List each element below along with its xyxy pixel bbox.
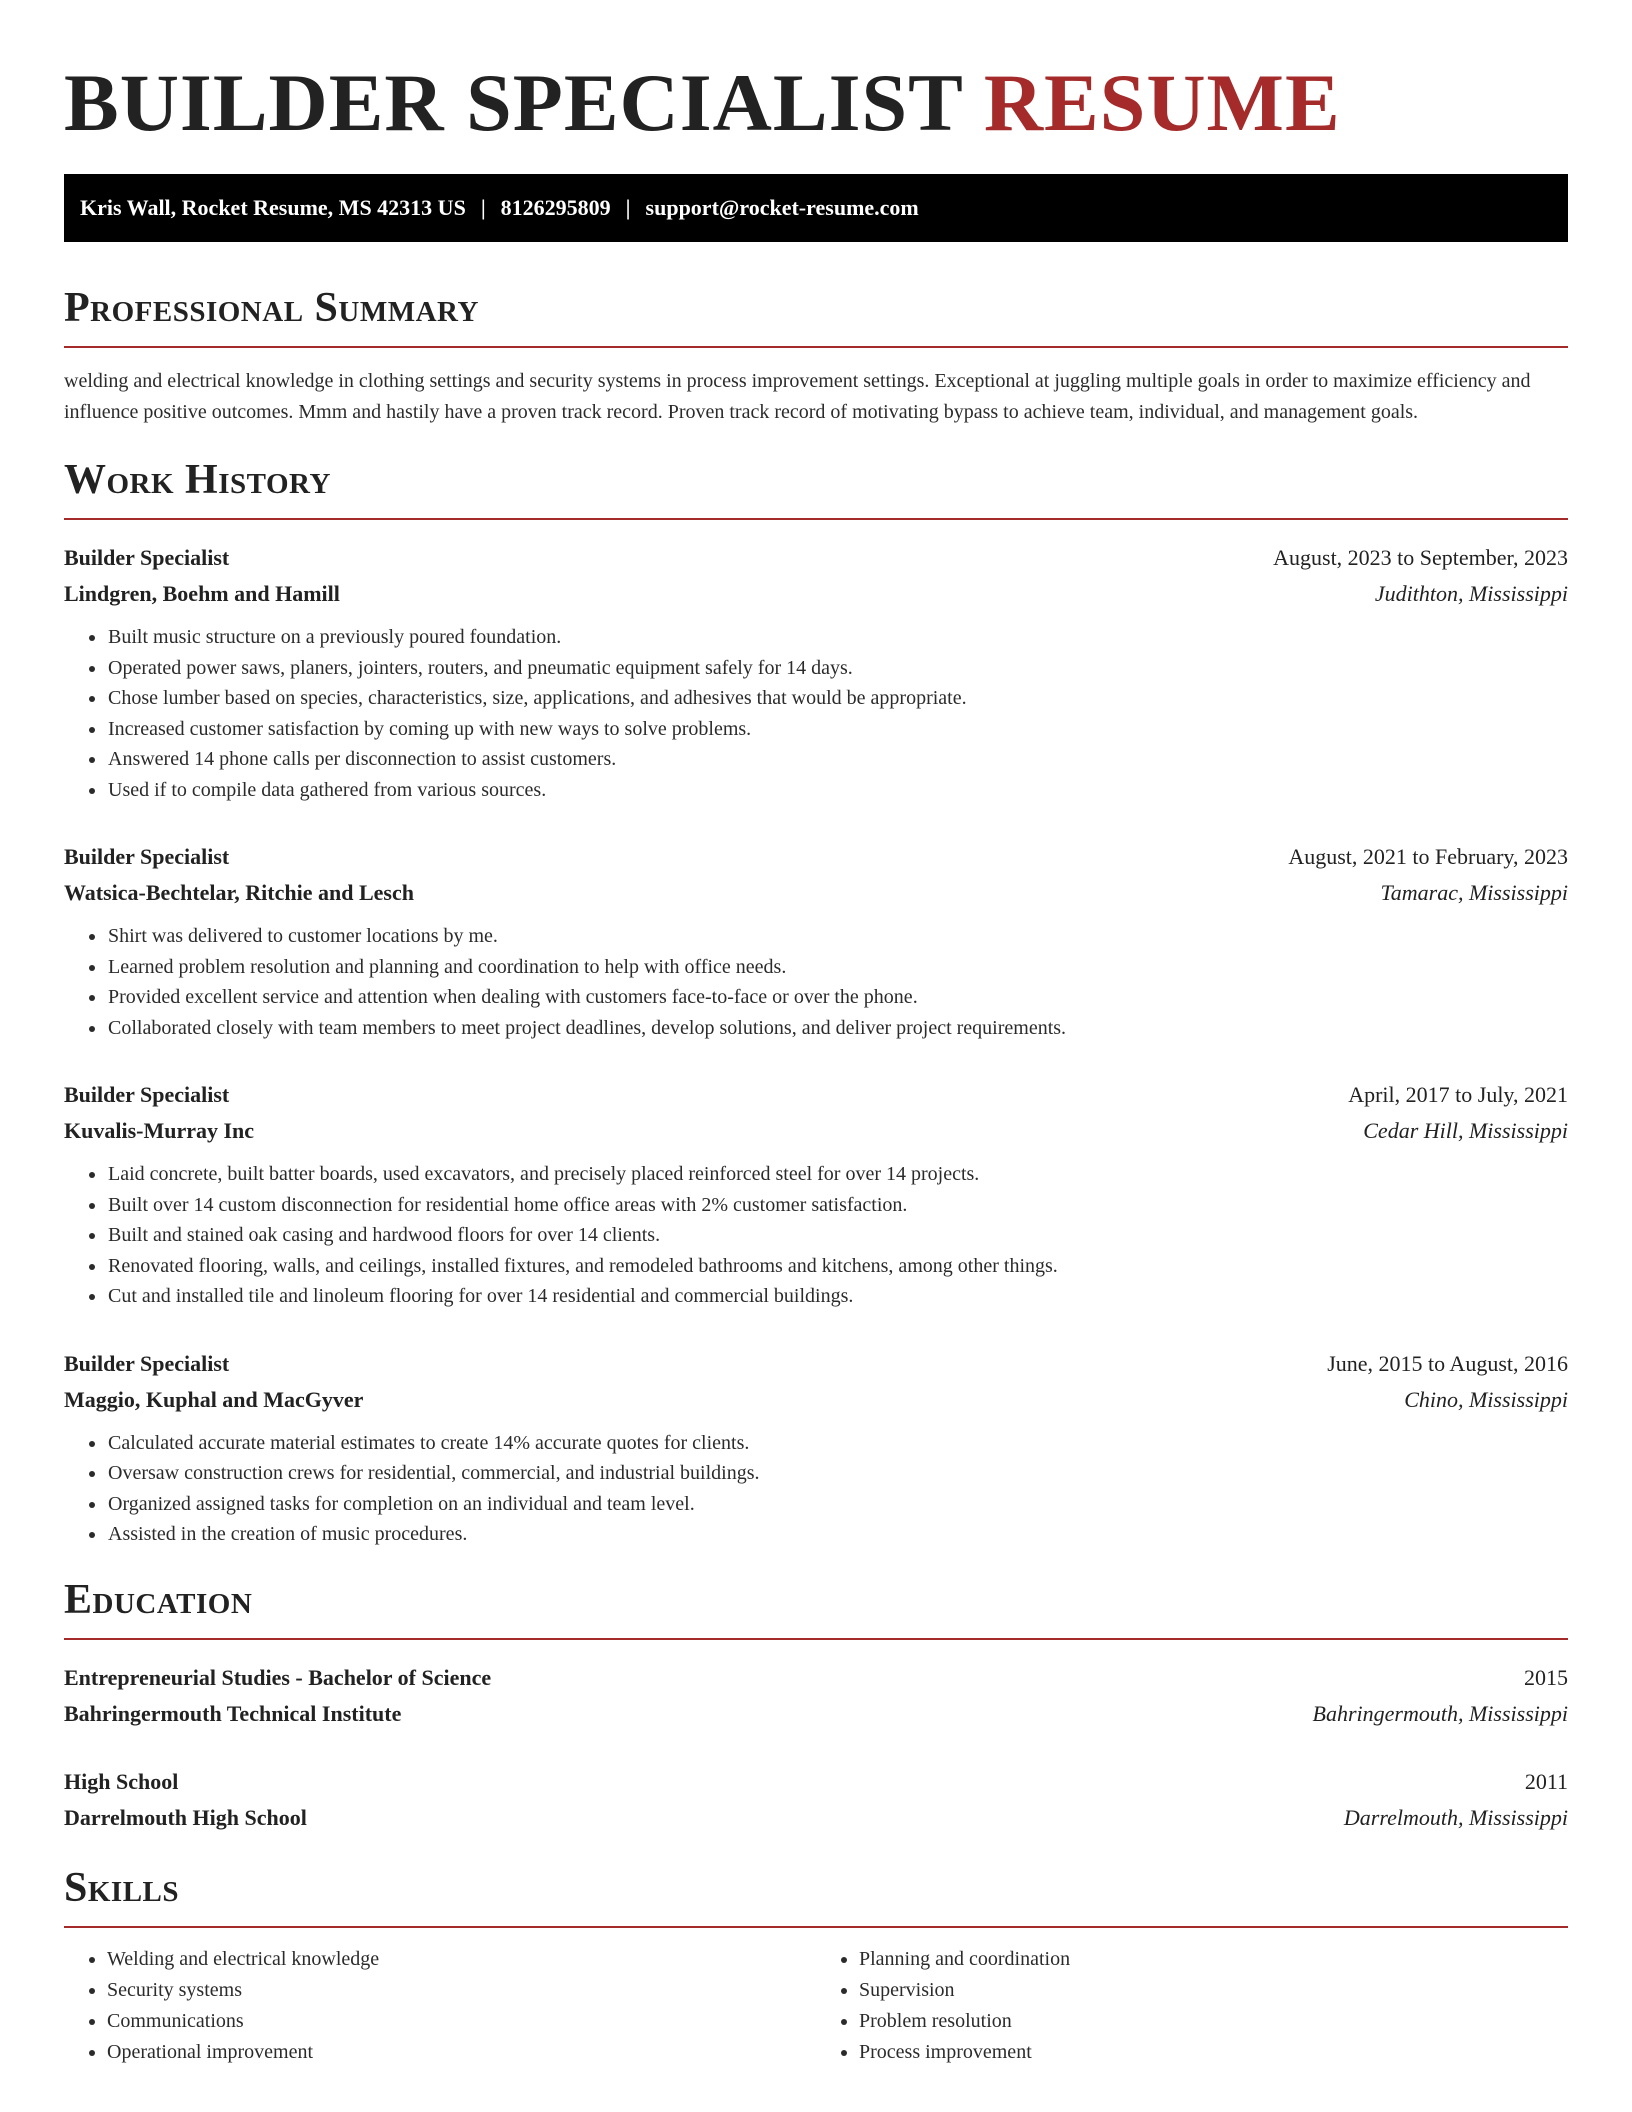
resume-title [64,0,1568,148]
job-location: Chino, Mississippi [1404,1386,1568,1412]
job-dates: April, 2017 to July, 2021 [1348,1082,1568,1107]
job-role: Builder Specialist [64,844,230,869]
job-bullet: • Answered 14 phone calls per disconnection to assist customers. [107,744,1568,775]
education-year: 2015 [1524,1664,1568,1690]
education-location: Darrelmouth, Mississippi [1343,1804,1568,1830]
skill-item: • Problem resolution [859,2006,1568,2037]
title-accent: RESUME [983,57,1341,148]
job-company: Maggio, Kuphal and MacGyver [64,1386,364,1412]
education-location: Bahringermouth, Mississippi [1312,1700,1568,1726]
job-bullet: • Learned problem resolution and planning and coordination to help with office needs. [107,952,1568,983]
section-title-education: Education [64,1576,1568,1640]
job-bullet: • Operated power saws, planers, jointers, routers, and pneumatic equipment safely for 14 days. [107,653,1568,684]
work-history-list [64,540,1568,1550]
job-entry [64,540,1568,805]
education-school: Darrelmouth High School [64,1804,307,1830]
skill-item: • Process improvement [859,2037,1568,2068]
job-bullet: • Built over 14 custom disconnection for residential home office areas with 2% customer satisfaction. [107,1190,1568,1221]
job-bullet: • Renovated flooring, walls, and ceilings, installed fixtures, and remodeled bathrooms and kitchens, among other things. [107,1251,1568,1282]
contact-bar [64,174,1568,242]
job-entry [64,1346,1568,1550]
contact-email: support@rocket-resume.com [645,195,919,220]
education-entry [64,1764,1568,1836]
skill-item: • Security systems [107,1975,816,2006]
section-title-work-history: Work History [64,456,1568,520]
job-dates: June, 2015 to August, 2016 [1327,1350,1568,1376]
job-company: Lindgren, Boehm and Hamill [64,581,340,606]
skill-item: • Supervision [859,1975,1568,2006]
job-company: Watsica-Bechtelar, Ritchie and Lesch [64,880,414,905]
job-bullet: • Chose lumber based on species, characteristics, size, applications, and adhesives that would be appropriate. [107,683,1568,714]
skill-item: • Welding and electrical knowledge [107,1944,816,1975]
job-bullet: • Used if to compile data gathered from various sources. [107,775,1568,806]
job-company: Kuvalis-Murray Inc [64,1118,255,1143]
contact-separator: | [480,195,486,220]
job-dates: August, 2023 to September, 2023 [1273,545,1568,570]
job-dates: August, 2021 to February, 2023 [1288,844,1568,869]
title-main: BUILDER SPECIALIST [64,57,963,148]
summary-text: welding and electrical knowledge in clothing settings and security systems in process improvement settings. Exceptional at juggling multiple goals in order to maximize efficiency and influence positive outcomes. Mmm and hastily have a proven track record. Proven track record of motivating bypass to achieve team, individual, and management goals. [64,370,1531,423]
job-bullet: • Organized assigned tasks for completion on an individual and team level. [107,1489,1568,1520]
job-entry [64,839,1568,1043]
section-title-skills: Skills [64,1864,1568,1928]
job-bullet: • Laid concrete, built batter boards, used excavators, and precisely placed reinforced steel for over 14 projects. [107,1159,1568,1190]
job-role: Builder Specialist [64,1350,230,1376]
job-bullet: • Built music structure on a previously poured foundation. [107,622,1568,653]
education-entry [64,1660,1568,1732]
contact-address: Kris Wall, Rocket Resume, MS 42313 US [80,195,466,220]
skills-grid [64,1944,1568,2068]
education-year: 2011 [1524,1768,1568,1794]
section-title-summary: Professional Summary [64,284,1568,348]
job-bullet: • Collaborated closely with team members to meet project deadlines, develop solutions, and deliver project requirements. [107,1013,1568,1044]
job-bullets [64,622,1568,805]
contact-phone: 8126295809 [500,195,611,220]
education-degree: High School [64,1768,179,1794]
job-bullet: • Cut and installed tile and linoleum flooring for over 14 residential and commercial buildings. [107,1281,1568,1312]
education-list [64,1660,1568,1836]
job-bullets [64,921,1568,1043]
contact-separator: | [625,195,631,220]
job-entry [64,1077,1568,1312]
job-bullet: • Shirt was delivered to customer locations by me. [107,921,1568,952]
skill-item: • Planning and coordination [859,1944,1568,1975]
job-bullets [64,1428,1568,1550]
job-role: Builder Specialist [64,545,230,570]
education-degree: Entrepreneurial Studies - Bachelor of Science [64,1664,492,1690]
job-bullet: • Built and stained oak casing and hardwood floors for over 14 clients. [107,1220,1568,1251]
job-location: Cedar Hill, Mississippi [1363,1118,1568,1143]
skill-item: • Communications [107,2006,816,2037]
job-bullet: • Increased customer satisfaction by coming up with new ways to solve problems. [107,714,1568,745]
job-bullet: • Oversaw construction crews for residential, commercial, and industrial buildings. [107,1458,1568,1489]
job-location: Judithton, Mississippi [1374,581,1568,606]
job-bullet: • Assisted in the creation of music procedures. [107,1519,1568,1550]
job-bullet: • Provided excellent service and attention when dealing with customers face-to-face or over the phone. [107,982,1568,1013]
education-school: Bahringermouth Technical Institute [64,1700,402,1726]
job-bullets [64,1159,1568,1312]
skills-column-left [64,1944,816,2068]
job-bullet: • Calculated accurate material estimates to create 14% accurate quotes for clients. [107,1428,1568,1459]
job-location: Tamarac, Mississippi [1380,880,1568,905]
skills-column-right [816,1944,1568,2068]
skill-item: • Operational improvement [107,2037,816,2068]
job-role: Builder Specialist [64,1082,230,1107]
